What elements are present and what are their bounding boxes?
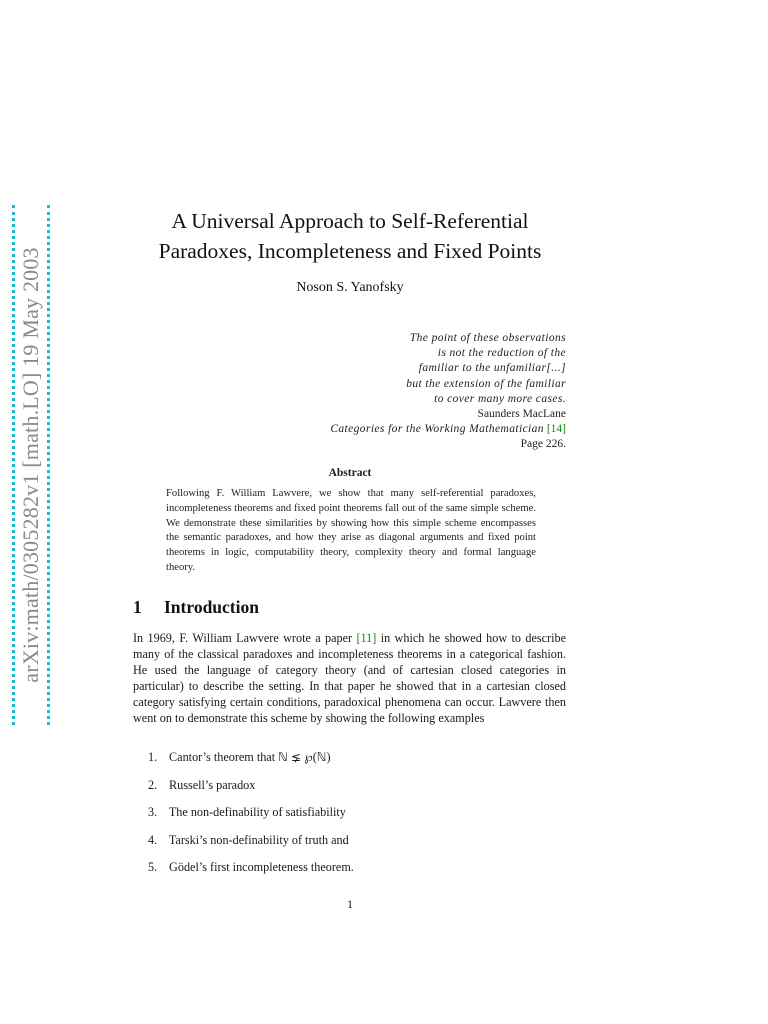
paper-title-line-2: Paradoxes, Incompleteness and Fixed Points [158, 239, 542, 263]
section-title: Introduction [164, 597, 259, 617]
paper-title-line-1: A Universal Approach to Self-Referential [171, 209, 529, 233]
epigraph-line: familiar to the unfamiliar[...] [418, 362, 566, 375]
epigraph-line: The point of these observations [409, 332, 566, 344]
list-item [148, 831, 354, 859]
list-item-number: 5. [148, 860, 158, 874]
abstract-heading: Abstract [328, 467, 372, 479]
epigraph-line: to cover many more cases. [434, 392, 566, 405]
list-item-text: Russell’s paradox [169, 777, 256, 792]
arxiv-stamp[interactable] [12, 205, 50, 725]
arxiv-identifier[interactable]: arXiv:math/0305282v1 [math.LO] 19 May 2003 [18, 247, 43, 683]
citation-link-14[interactable]: [14] [546, 423, 566, 436]
citation-link-11[interactable]: [11] [356, 631, 377, 645]
list-item-text: Gödel’s first incompleteness theorem. [169, 860, 354, 874]
epigraph-source-title: Categories for the Working Mathematician [330, 423, 544, 436]
list-item-text: The non-definability of satisfiability [168, 805, 346, 819]
list-item-number: 4. [148, 832, 158, 847]
epigraph-line: but the extension of the familiar [406, 377, 566, 390]
list-item-text: Tarski’s non-definability of truth and [168, 832, 349, 847]
intro-text-start: In 1969, F. William Lawvere wrote a paper [133, 631, 357, 645]
epigraph-line: is not the reduction of the [437, 347, 566, 360]
epigraph [330, 331, 566, 453]
author-name: Noson S. Yanofsky [296, 280, 404, 295]
epigraph-source [330, 422, 566, 437]
list-item-number: 3. [148, 805, 158, 819]
page-number: 1 [347, 897, 353, 911]
abstract-body: Following F. William Lawvere, we show that many self-referential paradoxes, incompleteness theorems and fixed point theorems fall out of the same simple scheme. We demonstrate these similarities by showing how this simple scheme encompasses the semantic paradoxes, and how they arise as diagonal arguments and fixed point theorems in logic, computability theory, complexity theory and formal language theory. [166, 488, 536, 573]
list-item-number: 2. [148, 777, 158, 792]
list-item [148, 803, 354, 831]
paper-title [130, 206, 570, 266]
intro-paragraph [133, 630, 566, 726]
examples-list [148, 748, 354, 886]
list-item-text: Cantor’s theorem that ℕ ⪇ ℘(ℕ) [169, 750, 331, 764]
section-number: 1 [133, 597, 142, 617]
list-item-number: 1. [148, 750, 158, 764]
section-heading [133, 597, 259, 618]
intro-text-rest: in which he showed how to describe many of the classical paradoxes and incompleteness theorems in a categorical fashion. He used the language of category theory (and of cartesian closed categories in particular) to describe the setting. In that paper he showed that in a cartesian closed category satisfying certain conditions, paradoxical phenomena can occur. Lawvere then went on to demonstrate this scheme by showing the following examples [133, 631, 566, 725]
epigraph-page: Page 226. [520, 438, 566, 451]
list-item [148, 748, 354, 776]
list-item [148, 858, 354, 886]
list-item [148, 776, 354, 804]
epigraph-attribution: Saunders MacLane [477, 408, 566, 421]
